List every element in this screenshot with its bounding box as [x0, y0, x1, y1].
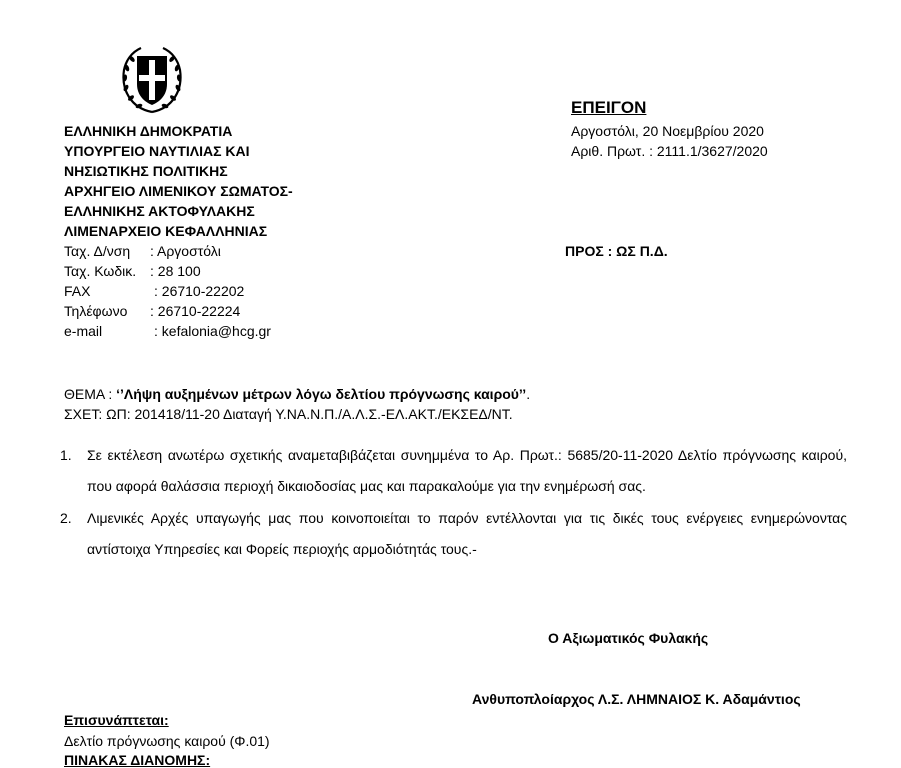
greek-coat-of-arms-icon	[117, 42, 187, 116]
subject-title: ‘’Λήψη αυξημένων μέτρων λόγω δελτίου πρόγνωσης καιρού’’	[116, 386, 527, 402]
attachment-item: Δελτίο πρόγνωσης καιρού (Φ.01)	[64, 733, 270, 749]
contact-postcode: Ταχ. Κωδικ. : 28 100	[64, 263, 201, 279]
paragraph-2: Λιμενικές Αρχές υπαγωγής μας που κοινοποιείται το παρόν εντέλλονται για τις δικές τους ενέργειες ενημερώνοντας αντίστοιχα Υπηρεσίες και Φορείς περιοχής αρμοδιότητάς τους.-	[87, 510, 847, 557]
sender-block	[64, 121, 293, 241]
recipient: ΠΡΟΣ : ΩΣ Π.Δ.	[565, 243, 668, 259]
sender-line: ΛΙΜΕΝΑΡΧΕΙΟ ΚΕΦΑΛΛΗΝΙΑΣ	[64, 223, 268, 239]
sender-line: ΑΡΧΗΓΕΙΟ ΛΙΜΕΝΙΚΟΥ ΣΩΜΑΤΟΣ-	[64, 183, 293, 199]
contact-address: Ταχ. Δ/νση : Αργοστόλι	[64, 243, 221, 259]
paragraph-1: Σε εκτέλεση ανωτέρω σχετικής αναμεταβιβάζεται συνημμένα το Αρ. Πρωτ.: 5685/20-11-2020 Δελτίο πρόγνωσης καιρού, που αφορά θαλάσσια περιοχή δικαιοδοσίας μας και παρακαλούμε για την ενημέρωσή σας.	[87, 447, 847, 494]
distribution-heading: ΠΙΝΑΚΑΣ ΔΙΑΝΟΜΗΣ:	[64, 752, 211, 768]
contact-phone: Τηλέφωνο : 26710-22224	[64, 303, 241, 319]
contact-fax: FAX : 26710-22202	[64, 283, 245, 299]
date-protocol-block	[571, 121, 768, 161]
subject-line: ΘΕΜΑ : ‘’Λήψη αυξημένων μέτρων λόγω δελτίου πρόγνωσης καιρού’’.	[64, 386, 531, 402]
contact-email: e-mail : kefalonia@hcg.gr	[64, 323, 271, 339]
paragraph-number: 2.	[60, 510, 72, 526]
subject-block	[64, 384, 530, 424]
signature-name: Ανθυποπλοίαρχος Λ.Σ. ΛΗΜΝΑΙΟΣ Κ. Αδαμάντιος	[472, 691, 801, 707]
paragraph-number: 1.	[60, 447, 72, 463]
subject-reference: ΣΧΕΤ: ΩΠ: 201418/11-20 Διαταγή Υ.ΝΑ.Ν.Π./Α.Λ.Σ.-ΕΛ.ΑΚΤ./ΕΚΣΕΔ/ΝΤ.	[64, 406, 513, 422]
sender-line: ΕΛΛΗΝΙΚΗ ΔΗΜΟΚΡΑΤΙΑ	[64, 123, 233, 139]
protocol-number: Αριθ. Πρωτ. : 2111.1/3627/2020	[571, 143, 768, 159]
attachments-heading: Επισυνάπτεται:	[64, 712, 169, 728]
signature-title: Ο Αξιωματικός Φυλακής	[548, 630, 709, 646]
urgent-label: ΕΠΕΙΓΟΝ	[571, 98, 647, 117]
contact-block	[64, 241, 271, 341]
sender-line: ΥΠΟΥΡΓΕΙΟ ΝΑΥΤΙΛΙΑΣ ΚΑΙ	[64, 143, 250, 159]
date-place: Αργοστόλι, 20 Νοεμβρίου 2020	[571, 123, 764, 139]
sender-line: ΝΗΣΙΩΤΙΚΗΣ ΠΟΛΙΤΙΚΗΣ	[64, 163, 228, 179]
sender-line: ΕΛΛΗΝΙΚΗΣ ΑΚΤΟΦΥΛΑΚΗΣ	[64, 203, 255, 219]
